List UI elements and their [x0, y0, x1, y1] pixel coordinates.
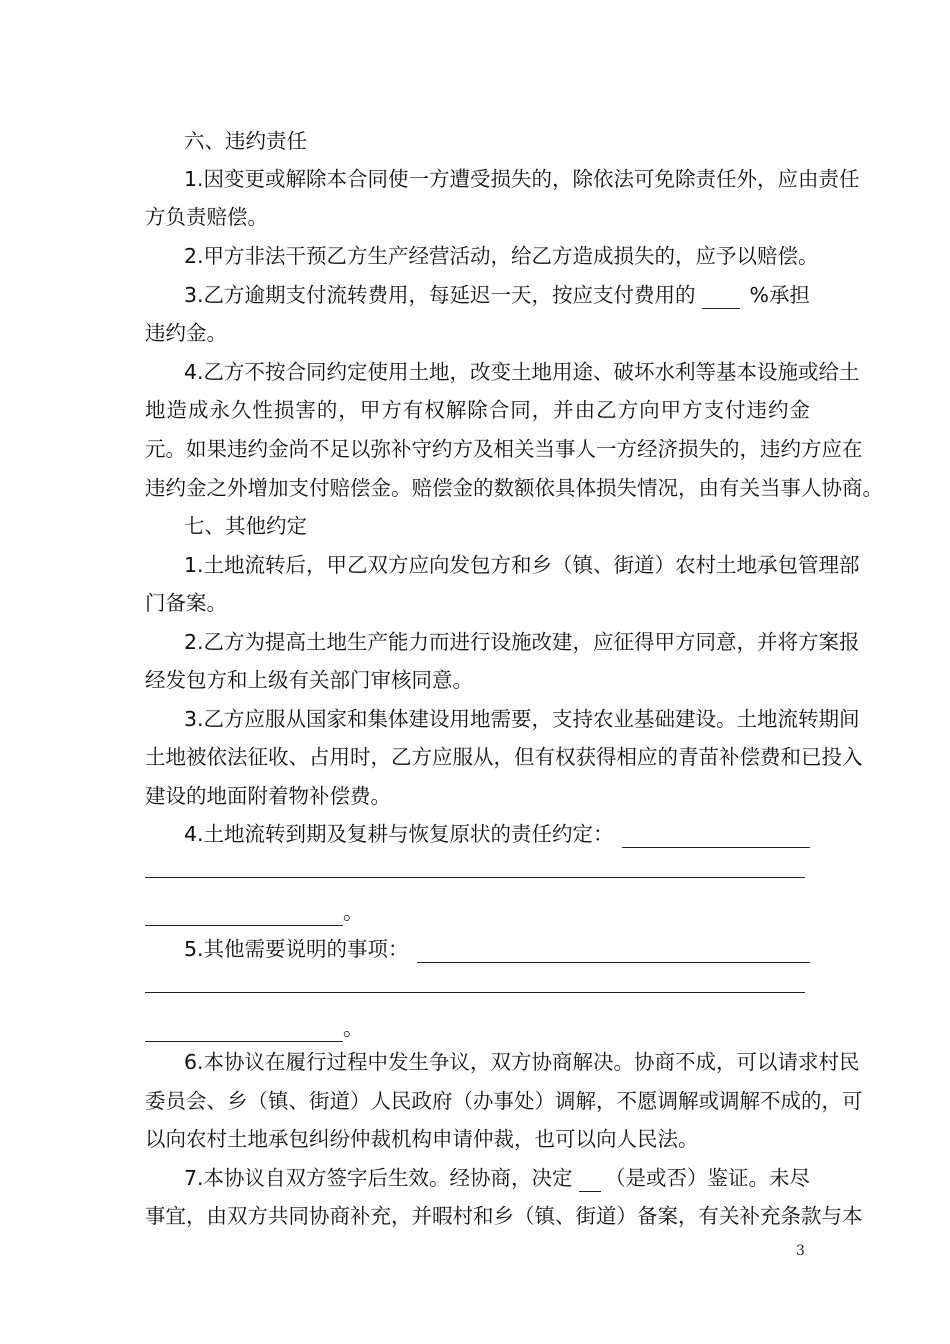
clause-text: 违约金之外增加支付赔偿金。赔偿金的数额依具体损失情况，由有关当事人协商。	[145, 476, 883, 500]
clause-line-restoration	[184, 820, 810, 848]
clause-text: 7.本协议自双方签字后生效。经协商，决定	[184, 1166, 573, 1190]
clause-text: 2.乙方为提高土地生产能力而进行设施改建，应征得甲方同意，并将方案报	[184, 630, 860, 654]
clause-line-other-matters	[184, 935, 810, 963]
clause-text: 。	[343, 1016, 364, 1040]
clause-text: 委员会、乡（镇、街道）人民政府（办事处）调解，不愿调解或调解不成的，可	[145, 1089, 863, 1113]
other-matters-rule	[145, 992, 805, 993]
clause-text: 2.甲方非法干预乙方生产经营活动，给乙方造成损失的，应予以赔偿。	[184, 244, 819, 268]
restoration-terms-rule	[145, 877, 805, 878]
page-number: 3	[796, 1243, 805, 1259]
clause-text: 1.因变更或解除本合同使一方遭受损失的，除依法可免除责任外，应由责任	[184, 167, 860, 191]
clause-text: 经发包方和上级有关部门审核同意。	[145, 668, 473, 692]
clause-text: 3.乙方应服从国家和集体建设用地需要，支持农业基础建设。土地流转期间	[184, 707, 860, 731]
clause-line-other-matters-end	[145, 1014, 810, 1042]
clause-text: %承担	[749, 283, 810, 307]
other-matters-blank	[417, 942, 810, 963]
clause-line-restoration-end	[145, 898, 810, 926]
clause-text: 地造成永久性损害的，甲方有权解除合同，并由乙方向甲方支付违约金	[145, 398, 810, 422]
penalty-rate-blank	[702, 288, 740, 309]
clause-text: 5.其他需要说明的事项：	[184, 937, 409, 961]
other-matters-blank-end	[145, 1021, 343, 1042]
clause-text: 3.乙方逾期支付流转费用，每延迟一天，按应支付费用的	[184, 283, 696, 307]
clause-line-notarization	[184, 1164, 810, 1192]
clause-text: 。	[343, 900, 364, 924]
notarization-blank	[579, 1171, 601, 1192]
clause-text: 建设的地面附着物补偿费。	[145, 784, 391, 808]
restoration-terms-blank	[622, 827, 810, 848]
clause-text: 土地被依法征收、占用时，乙方应服从，但有权获得相应的青苗补偿费和已投入	[145, 745, 863, 769]
clause-text: 4.土地流转到期及复耕与恢复原状的责任约定：	[184, 822, 614, 846]
clause-line-penalty-rate	[184, 281, 810, 309]
clause-text: 以向农村土地承包纠纷仲裁机构申请仲裁，也可以向人民法。	[145, 1127, 699, 1151]
section-heading-other: 七、其他约定	[184, 514, 307, 538]
clause-text: 1.土地流转后，甲乙双方应向发包方和乡（镇、街道）农村土地承包管理部	[184, 553, 860, 577]
section-heading-breach: 六、违约责任	[184, 129, 307, 153]
clause-text: 违约金。	[145, 321, 227, 345]
clause-text: 4.乙方不按合同约定使用土地，改变土地用途、破坏水利等基本设施或给土	[184, 360, 860, 384]
clause-text: （是或否）鉴证。未尽	[605, 1166, 810, 1190]
clause-text: 6.本协议在履行过程中发生争议，双方协商解决。协商不成，可以请求村民	[184, 1050, 860, 1074]
clause-text: 门备案。	[145, 591, 227, 615]
restoration-terms-blank-end	[145, 905, 343, 926]
clause-text: 事宜，由双方共同协商补充，并暇村和乡（镇、街道）备案，有关补充条款与本	[145, 1204, 863, 1228]
clause-text: 方负责赔偿。	[145, 205, 268, 229]
clause-text: 元。如果违约金尚不足以弥补守约方及相关当事人一方经济损失的，违约方应在	[145, 437, 863, 461]
